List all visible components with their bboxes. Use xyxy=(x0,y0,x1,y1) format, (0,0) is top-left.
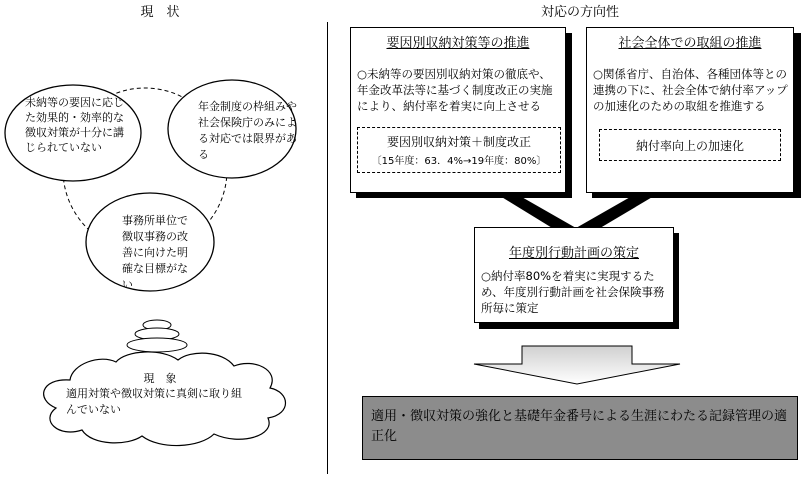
cloud-body: 適用対策や徴収対策に真剣に取り組んでいない xyxy=(66,387,242,416)
box3 xyxy=(474,227,674,323)
box2-title: 社会全体での取組の推進 xyxy=(618,36,762,51)
box1-dashed-sub xyxy=(357,127,561,173)
result-box xyxy=(362,396,798,460)
box2-sub: 納付率向上の加速化 xyxy=(635,139,744,153)
circle-1-text: 未納等の要因に応じた効果的・効率的な徴収対策が十分に講じられていない xyxy=(25,96,124,154)
stack-ellipse-bottom xyxy=(127,338,187,352)
box1-body: ○未納等の要因別収納対策の徹底や、年金改革法等に基づく制度改正の実施により、納付率を着実に向上させる xyxy=(357,67,553,113)
cloud-title: 現 象 xyxy=(143,372,177,385)
left-heading: 現 状 xyxy=(140,5,180,20)
box1-sub-line2: 〔15年度：63．4%→19年度：80%〕 xyxy=(371,156,547,167)
box3-body: ○納付率80%を着実に実現するため、年度別行動計画を社会保険事務所毎に策定 xyxy=(481,269,665,315)
box2-dashed-sub xyxy=(599,129,781,161)
box1-title: 要因別収納対策等の推進 xyxy=(386,36,530,51)
right-heading: 対応の方向性 xyxy=(540,5,619,20)
box2 xyxy=(586,27,794,193)
box1 xyxy=(350,27,566,193)
circle-2-text: 年金制度の枠組みや社会保険庁のみによる対応では限界がある xyxy=(198,100,297,161)
circle-3-text: 事務所単位で徴収事務の改善に向けた明確な目標がない xyxy=(122,214,188,291)
box3-title: 年度別行動計画の策定 xyxy=(508,246,639,261)
box1-sub-line1: 要因別収納対策＋制度改正 xyxy=(386,135,531,149)
result-text: 適用・徴収対策の強化と基礎年金番号による生涯にわたる記録管理の適正化 xyxy=(371,409,788,444)
box2-body: ○関係省庁、自治体、各種団体等との連携の下に、社会全体で納付率アップの加速化のための取組を推進する xyxy=(593,67,788,113)
down-arrow xyxy=(474,346,680,384)
